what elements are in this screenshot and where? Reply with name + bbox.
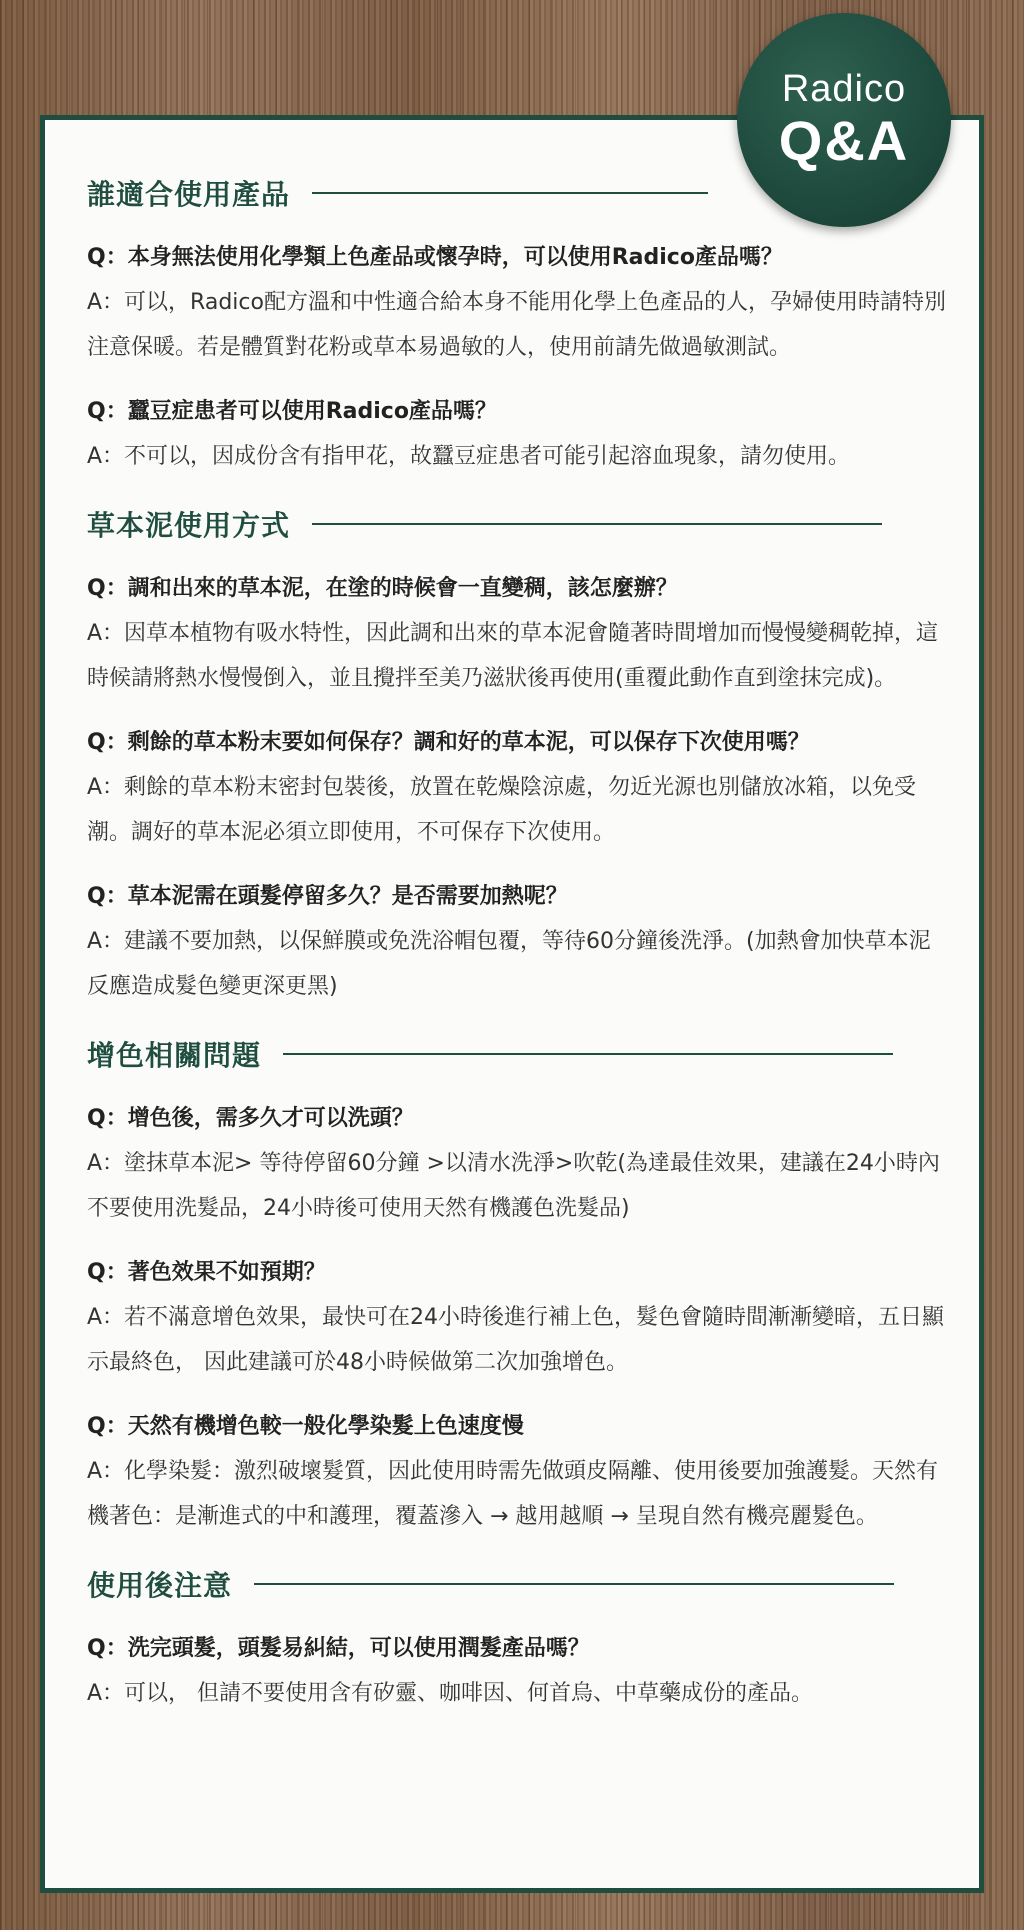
badge-brand: Radico (781, 68, 907, 110)
question: Q：本身無法使用化學類上色產品或懷孕時，可以使用Radico產品嗎？ (87, 245, 783, 270)
qa-item (87, 875, 947, 1009)
answer: A：因草本植物有吸水特性，因此調和出來的草本泥會隨著時間增加而慢慢變稠乾掉，這時候請將熱水慢慢倒入，並且攪拌至美乃滋狀後再使用(重覆此動作直到塗抹完成)。 (87, 621, 939, 691)
section-title: 誰適合使用產品 (87, 178, 291, 211)
answer: A：化學染髮：激烈破壞髮質，因此使用時需先做頭皮隔離、使用後要加強護髮。天然有機著色：是漸進式的中和護理，覆蓋滲入 → 越用越順 → 呈現自然有機亮麗髮色。 (87, 1459, 939, 1529)
answer: A：塗抹草本泥> 等待停留60分鐘 >以清水洗淨>吹乾(為達最佳效果，建議在24小時內不要使用洗髮品，24小時後可使用天然有機護色洗髮品) (87, 1151, 940, 1221)
badge-title: Q&A (778, 109, 910, 172)
answer: A：剩餘的草本粉末密封包裝後，放置在乾燥陰涼處，勿近光源也別儲放冰箱，以免受潮。調好的草本泥必須立即使用，不可保存下次使用。 (87, 775, 917, 845)
answer: A：可以， 但請不要使用含有矽靈、咖啡因、何首烏、中草藥成份的產品。 (87, 1681, 814, 1706)
qa-content (87, 170, 947, 1738)
answer: A：可以，Radico配方溫和中性適合給本身不能用化學上色產品的人，孕婦使用時請特別注意保暖。若是體質對花粉或草本易過敏的人，使用前請先做過敏測試。 (87, 290, 946, 360)
qa-card (40, 115, 984, 1893)
qa-item (87, 1251, 947, 1385)
qa-item (87, 721, 947, 855)
section-after-use (87, 1561, 947, 1716)
section-header (87, 1561, 947, 1607)
qa-item (87, 236, 947, 370)
section-divider (312, 523, 882, 525)
question: Q：著色效果不如預期？ (87, 1260, 326, 1285)
question: Q：草本泥需在頭髮停留多久？是否需要加熱呢？ (87, 884, 568, 909)
question: Q：天然有機增色較一般化學染髮上色速度慢 (87, 1414, 524, 1439)
section-divider (283, 1053, 893, 1055)
qa-item (87, 1405, 947, 1539)
answer: A：不可以，因成份含有指甲花，故蠶豆症患者可能引起溶血現象，請勿使用。 (87, 444, 851, 469)
section-divider (312, 192, 708, 194)
section-paste-usage (87, 501, 947, 1009)
question: Q：蠶豆症患者可以使用Radico產品嗎？ (87, 399, 497, 424)
qa-item (87, 1627, 947, 1716)
section-divider (254, 1583, 894, 1585)
question: Q：剩餘的草本粉末要如何保存？調和好的草本泥，可以保存下次使用嗎？ (87, 730, 810, 755)
question: Q：增色後，需多久才可以洗頭？ (87, 1106, 414, 1131)
section-header (87, 501, 947, 547)
section-header (87, 1031, 947, 1077)
qa-item (87, 390, 947, 479)
answer: A：建議不要加熱，以保鮮膜或免洗浴帽包覆，等待60分鐘後洗淨。(加熱會加快草本泥反應造成髮色變更深更黑) (87, 929, 931, 999)
section-title: 增色相關問題 (87, 1039, 262, 1072)
section-title: 草本泥使用方式 (87, 509, 291, 542)
section-color-questions (87, 1031, 947, 1539)
radico-qa-badge (737, 13, 951, 227)
question: Q：洗完頭髮，頭髮易糾結，可以使用潤髮產品嗎？ (87, 1636, 590, 1661)
qa-item (87, 1097, 947, 1231)
section-title: 使用後注意 (87, 1569, 233, 1602)
qa-item (87, 567, 947, 701)
answer: A：若不滿意增色效果，最快可在24小時後進行補上色，髮色會隨時間漸漸變暗，五日顯示最終色， 因此建議可於48小時候做第二次加強增色。 (87, 1305, 945, 1375)
question: Q：調和出來的草本泥，在塗的時候會一直變稠，該怎麼辦？ (87, 576, 678, 601)
